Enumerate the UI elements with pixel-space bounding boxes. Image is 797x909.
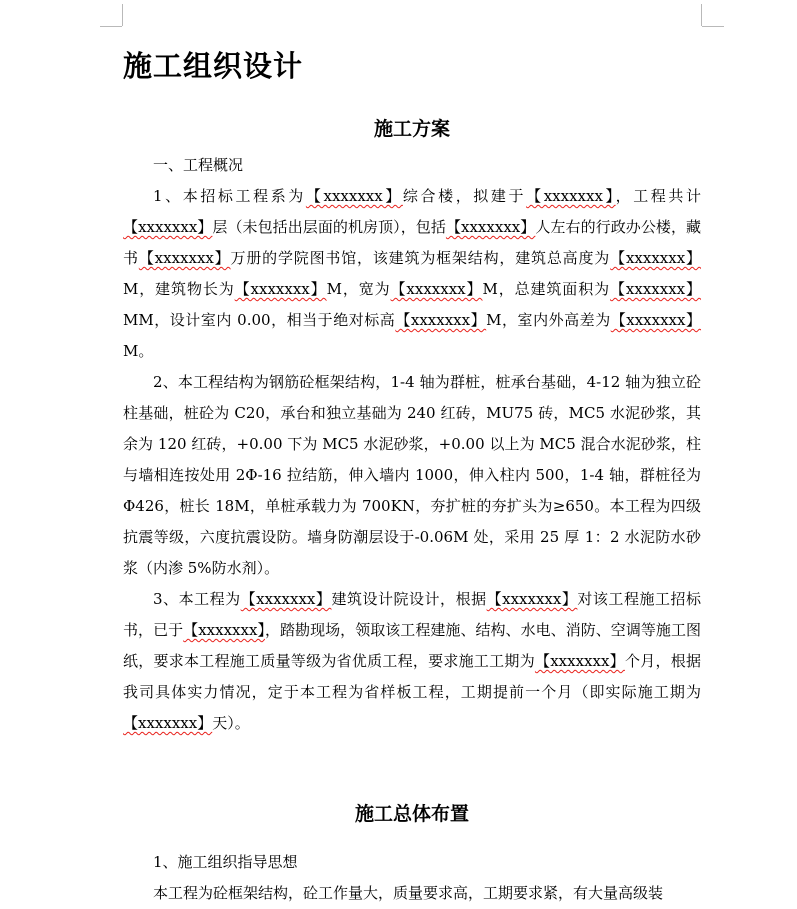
overview-paragraph-1 — [123, 181, 701, 367]
placeholder-field: 【xxxxxxx】 — [534, 652, 625, 670]
subheading-guiding-principle: 1、施工组织指导思想 — [153, 853, 298, 871]
text-run: 对该工程施工招标书，已于 — [123, 590, 702, 639]
text-run: MM，设计室内 0.00，相当于绝对标高 — [123, 311, 396, 329]
text-run: 人左右的行政办公楼，藏书 — [123, 218, 702, 267]
crop-mark-top-left-horizontal — [100, 26, 122, 27]
text-run: M，总建筑面积为 — [482, 280, 610, 298]
text-run: M。 — [123, 342, 154, 360]
text-run: ，工程共计 — [615, 187, 701, 205]
text-run: M，室内外高差为 — [486, 311, 611, 329]
text-run: ，踏勘现场，领取该工程建施、结构、水电、消防、空调等施工图纸，要求本工程施工质量等级为省优质工程，要求施工工期为 — [123, 621, 701, 670]
document-page — [123, 40, 702, 902]
placeholder-field: 【xxxxxxx】 — [610, 311, 702, 329]
crop-mark-top-right-horizontal — [702, 26, 724, 27]
placeholder-field: 【xxxxxxx】 — [610, 249, 701, 267]
text-run: 万册的学院图书馆，该建筑为框架结构，建筑总高度为 — [230, 249, 611, 267]
crop-mark-top-left-vertical — [122, 4, 123, 26]
overview-paragraphs — [123, 181, 701, 739]
text-run: 个月，根据我司具体实力情况，定于本工程为省样板工程，工期提前一个月（即实际施工期为 — [123, 652, 701, 701]
text-run: 天）。 — [212, 714, 250, 732]
placeholder-field: 【xxxxxxx】 — [123, 218, 213, 236]
placeholder-field: 【xxxxxxx】 — [234, 280, 327, 298]
text-run: 综合楼，拟建于 — [402, 187, 527, 205]
overview-paragraph-3 — [123, 584, 701, 739]
text-run: 建筑设计院设计，根据 — [331, 590, 487, 608]
placeholder-field: 【xxxxxxx】 — [445, 218, 536, 236]
partial-paragraph: 本工程为砼框架结构，砼工作量大，质量要求高，工期要求紧，有大量高级装 — [153, 884, 664, 902]
document-title: 施工组织设计 — [123, 49, 304, 83]
subheading-project-overview: 一、工程概况 — [153, 156, 244, 174]
placeholder-field: 【xxxxxxx】 — [183, 621, 265, 639]
section-heading-construction-plan: 施工方案 — [373, 118, 450, 140]
overview-paragraph-2 — [123, 367, 701, 584]
text-run: 3、本工程为 — [153, 590, 241, 608]
placeholder-field: 【xxxxxxx】 — [395, 311, 487, 329]
text-run: 层（未包括出层面的机房顶），包括 — [212, 218, 446, 236]
placeholder-field: 【xxxxxxx】 — [138, 249, 231, 267]
placeholder-field: 【xxxxxxx】 — [526, 187, 616, 205]
text-run: M，宽为 — [326, 280, 391, 298]
text-run: M，建筑物长为 — [123, 280, 235, 298]
placeholder-field: 【xxxxxxx】 — [305, 187, 403, 205]
placeholder-field: 【xxxxxxx】 — [240, 590, 332, 608]
section-heading-overall-layout: 施工总体布置 — [354, 803, 469, 825]
placeholder-field: 【xxxxxxx】 — [610, 280, 702, 298]
text-run: 1、本招标工程系为 — [153, 187, 306, 205]
crop-mark-top-right-vertical — [701, 4, 702, 26]
placeholder-field: 【xxxxxxx】 — [390, 280, 483, 298]
placeholder-field: 【xxxxxxx】 — [486, 590, 578, 608]
text-run: 2、本工程结构为钢筋砼框架结构，1-4 轴为群桩，桩承台基础，4-12 轴为独立砼柱基础，桩砼为 C20，承台和独立基础为 240 红砖，MU75 砖，MC5 水泥砂浆，其余为 120 红砖，+0.00 下为 MC5 水泥砂浆，+0.00 以上为 MC5 混合水泥砂浆，柱与墙相连按处用 2Φ-16 拉结筋，伸入墙内 1000，伸入柱内 500，1-4 轴，群桩径为Φ426，桩长 18M，单桩承载力为 700KN，夯扩桩的夯扩头为≥650。本工程为四级抗震等级，六度抗震设防。墙身防潮层设于-0.06M 处，采用 25 厚 1：2 水泥防水砂浆（内渗 5%防水剂）。 — [123, 373, 701, 577]
placeholder-field: 【xxxxxxx】 — [123, 714, 213, 732]
